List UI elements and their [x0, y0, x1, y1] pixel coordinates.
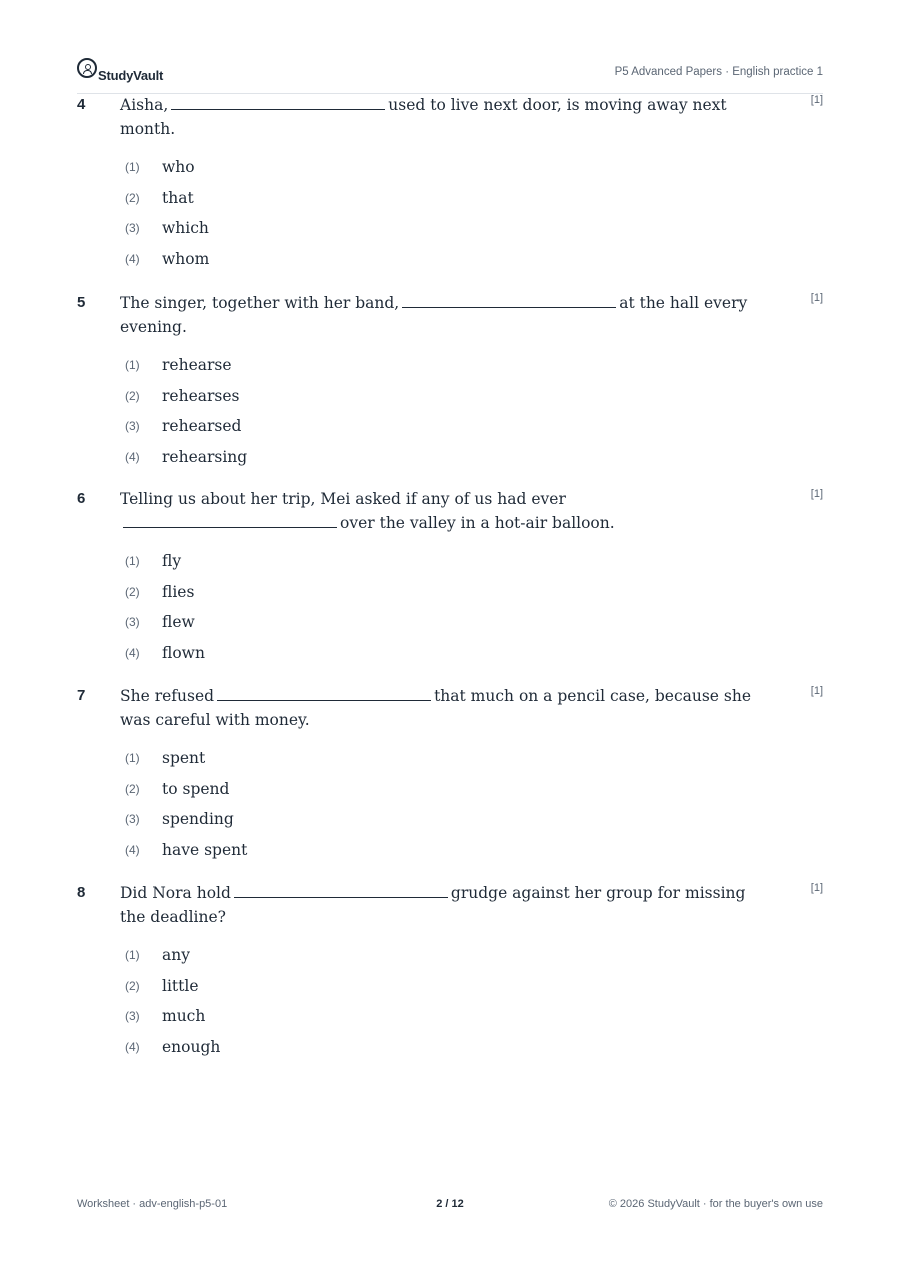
question-number: 8 [77, 884, 86, 901]
stem-before-blank: She refused [120, 687, 215, 705]
option-text: which [162, 219, 209, 238]
question-number: 6 [77, 490, 86, 507]
stem-after-blank: used to live next door, is moving away next month. [120, 96, 727, 138]
options-list [125, 743, 247, 865]
option-text: spent [162, 749, 206, 768]
option-label: (1) [125, 554, 140, 569]
option [125, 152, 209, 183]
option-label: (1) [125, 358, 140, 373]
copyright-notice: © 2026 StudyVault · for the buyer's own use [608, 1198, 823, 1210]
stem-before-blank: Aisha, [120, 96, 169, 114]
option-label: (2) [125, 190, 140, 205]
question-stem [120, 881, 770, 929]
question-number: 5 [77, 294, 86, 311]
option [125, 835, 247, 866]
marks-badge: [1] [810, 488, 823, 500]
question-stem [120, 291, 770, 339]
option-text: rehearsing [162, 448, 248, 467]
option [125, 442, 247, 473]
answer-blank [123, 513, 337, 528]
answer-blank [217, 686, 431, 701]
answer-blank [402, 293, 616, 308]
option-text: fly [162, 552, 182, 571]
option-label: (4) [125, 252, 140, 267]
options-list [125, 546, 205, 668]
option [125, 743, 247, 774]
option [125, 607, 205, 638]
option-text: rehearsed [162, 417, 242, 436]
option-text: flies [162, 582, 195, 601]
option [125, 350, 247, 381]
option-label: (3) [125, 1009, 140, 1024]
options-list [125, 350, 247, 472]
question-stem [120, 684, 770, 732]
option [125, 774, 247, 805]
option-label: (1) [125, 948, 140, 963]
option-label: (4) [125, 646, 140, 661]
option-text: flew [162, 613, 195, 632]
stem-after-blank: grudge against her group for missing the deadline? [120, 884, 746, 926]
question-stem [120, 93, 770, 141]
stem-after-blank: at the hall every evening. [120, 294, 748, 336]
option-label: (2) [125, 978, 140, 993]
answer-blank [234, 883, 448, 898]
option-text: rehearse [162, 356, 232, 375]
stem-before-blank: Telling us about her trip, Mei asked if any of us had ever [120, 490, 566, 508]
option-text: enough [162, 1038, 221, 1057]
option-label: (2) [125, 781, 140, 796]
option-label: (3) [125, 221, 140, 236]
option-label: (3) [125, 615, 140, 630]
page-number: 2 / 12 [436, 1198, 464, 1210]
question-number: 7 [77, 687, 86, 704]
stem-before-blank: The singer, together with her band, [120, 294, 400, 312]
option-text: much [162, 1007, 206, 1026]
stem-before-blank: Did Nora hold [120, 884, 231, 902]
option-text: little [162, 976, 199, 995]
option-text: rehearses [162, 386, 240, 405]
marks-badge: [1] [810, 882, 823, 894]
option-label: (4) [125, 843, 140, 858]
option [125, 183, 209, 214]
option [125, 381, 247, 412]
option [125, 244, 209, 275]
option [125, 940, 220, 971]
option-label: (3) [125, 419, 140, 434]
option-label: (1) [125, 751, 140, 766]
option-text: to spend [162, 779, 230, 798]
option [125, 804, 247, 835]
page-header [77, 53, 823, 94]
marks-badge: [1] [810, 292, 823, 304]
brand-logo [77, 55, 163, 81]
option-label: (4) [125, 1040, 140, 1055]
page-footer [77, 1198, 823, 1214]
option-label: (3) [125, 812, 140, 827]
stem-after-blank: that much on a pencil case, because she was careful with money. [120, 687, 752, 729]
option [125, 638, 205, 669]
option-label: (4) [125, 450, 140, 465]
brand-name: StudyVault [98, 67, 164, 83]
marks-badge: [1] [810, 94, 823, 106]
option-text: flown [162, 644, 205, 663]
option [125, 411, 247, 442]
question-stem [120, 487, 770, 535]
studyvault-logo-icon [77, 58, 97, 78]
stem-after-blank: over the valley in a hot-air balloon. [340, 514, 615, 532]
worksheet-id: Worksheet · adv-english-p5-01 [77, 1198, 228, 1210]
option-text: any [162, 946, 190, 965]
question-number: 4 [77, 96, 86, 113]
option [125, 1032, 220, 1063]
option-text: that [162, 188, 194, 207]
option-text: whom [162, 250, 210, 269]
option [125, 546, 205, 577]
option [125, 213, 209, 244]
paper-title: P5 Advanced Papers · English practice 1 [614, 66, 823, 78]
option [125, 1001, 220, 1032]
answer-blank [171, 95, 385, 110]
option-text: spending [162, 810, 234, 829]
option-text: who [162, 158, 195, 177]
option-label: (2) [125, 584, 140, 599]
option-label: (1) [125, 160, 140, 175]
options-list [125, 940, 220, 1062]
marks-badge: [1] [810, 685, 823, 697]
options-list [125, 152, 209, 274]
option [125, 971, 220, 1002]
option-text: have spent [162, 841, 248, 860]
option [125, 577, 205, 608]
option-label: (2) [125, 388, 140, 403]
